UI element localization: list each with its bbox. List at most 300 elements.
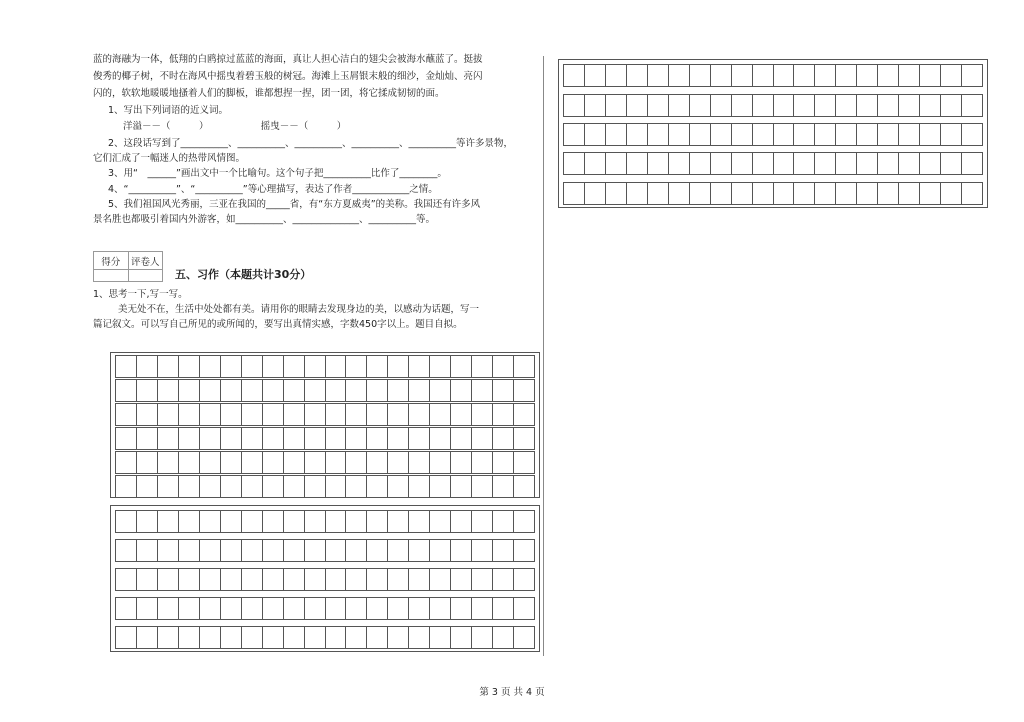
grid-cell[interactable] bbox=[793, 65, 814, 86]
grid-cell[interactable] bbox=[877, 95, 898, 116]
grid-cell[interactable] bbox=[710, 124, 731, 145]
grid-cell[interactable] bbox=[325, 380, 346, 401]
grid-cell[interactable] bbox=[471, 404, 492, 425]
grid-cell[interactable] bbox=[513, 452, 535, 473]
grid-cell[interactable] bbox=[115, 380, 136, 401]
grid-cell[interactable] bbox=[689, 153, 710, 174]
grid-cell[interactable] bbox=[710, 95, 731, 116]
grid-cell[interactable] bbox=[408, 540, 429, 561]
grid-cell[interactable] bbox=[387, 598, 408, 619]
grid-cell[interactable] bbox=[157, 452, 178, 473]
grid-cell[interactable] bbox=[136, 476, 157, 497]
grid-cell[interactable] bbox=[429, 428, 450, 449]
grid-cell[interactable] bbox=[408, 428, 429, 449]
grid-cell[interactable] bbox=[262, 380, 283, 401]
grid-cell[interactable] bbox=[961, 153, 983, 174]
grid-cell[interactable] bbox=[136, 428, 157, 449]
grid-cell[interactable] bbox=[157, 627, 178, 648]
grid-cell[interactable] bbox=[492, 452, 513, 473]
grid-cell[interactable] bbox=[710, 153, 731, 174]
grid-cell[interactable] bbox=[450, 540, 471, 561]
grid-cell[interactable] bbox=[731, 183, 752, 204]
grid-cell[interactable] bbox=[178, 476, 199, 497]
grid-cell[interactable] bbox=[961, 65, 983, 86]
grid-cell[interactable] bbox=[262, 540, 283, 561]
grid-cell[interactable] bbox=[157, 598, 178, 619]
grid-cell[interactable] bbox=[241, 404, 262, 425]
grid-cell[interactable] bbox=[773, 95, 794, 116]
grid-cell[interactable] bbox=[199, 428, 220, 449]
grid-cell[interactable] bbox=[304, 598, 325, 619]
grid-cell[interactable] bbox=[366, 452, 387, 473]
grid-cell[interactable] bbox=[492, 476, 513, 497]
grid-cell[interactable] bbox=[940, 153, 961, 174]
grid-cell[interactable] bbox=[835, 153, 856, 174]
grid-cell[interactable] bbox=[429, 598, 450, 619]
grid-cell[interactable] bbox=[304, 511, 325, 532]
grid-cell[interactable] bbox=[325, 356, 346, 377]
grid-cell[interactable] bbox=[241, 356, 262, 377]
grid-cell[interactable] bbox=[178, 511, 199, 532]
grid-cell[interactable] bbox=[471, 452, 492, 473]
grid-cell[interactable] bbox=[898, 65, 919, 86]
grid-cell[interactable] bbox=[793, 95, 814, 116]
grid-cell[interactable] bbox=[731, 95, 752, 116]
grid-cell[interactable] bbox=[408, 627, 429, 648]
grid-cell[interactable] bbox=[283, 356, 304, 377]
grid-cell[interactable] bbox=[940, 65, 961, 86]
grid-cell[interactable] bbox=[283, 380, 304, 401]
grid-cell[interactable] bbox=[877, 65, 898, 86]
grid-cell[interactable] bbox=[115, 569, 136, 590]
grid-cell[interactable] bbox=[408, 476, 429, 497]
grid-cell[interactable] bbox=[241, 452, 262, 473]
grid-cell[interactable] bbox=[835, 183, 856, 204]
grid-cell[interactable] bbox=[178, 627, 199, 648]
grid-cell[interactable] bbox=[961, 95, 983, 116]
grid-cell[interactable] bbox=[178, 540, 199, 561]
grid-cell[interactable] bbox=[668, 124, 689, 145]
grid-cell[interactable] bbox=[136, 380, 157, 401]
grid-cell[interactable] bbox=[220, 627, 241, 648]
grid-cell[interactable] bbox=[157, 404, 178, 425]
grid-cell[interactable] bbox=[262, 404, 283, 425]
grid-cell[interactable] bbox=[345, 627, 366, 648]
grid-cell[interactable] bbox=[668, 95, 689, 116]
grid-cell[interactable] bbox=[325, 569, 346, 590]
writing-grid-right-top[interactable] bbox=[558, 59, 988, 208]
grid-cell[interactable] bbox=[157, 428, 178, 449]
grid-cell[interactable] bbox=[563, 153, 584, 174]
grid-cell[interactable] bbox=[814, 183, 835, 204]
grid-cell[interactable] bbox=[345, 476, 366, 497]
grid-cell[interactable] bbox=[689, 95, 710, 116]
grid-cell[interactable] bbox=[304, 476, 325, 497]
grid-cell[interactable] bbox=[471, 380, 492, 401]
grid-cell[interactable] bbox=[450, 476, 471, 497]
grid-cell[interactable] bbox=[199, 511, 220, 532]
grid-cell[interactable] bbox=[919, 183, 940, 204]
grid-cell[interactable] bbox=[877, 124, 898, 145]
grid-cell[interactable] bbox=[584, 65, 605, 86]
grid-cell[interactable] bbox=[325, 404, 346, 425]
grid-cell[interactable] bbox=[366, 428, 387, 449]
grid-cell[interactable] bbox=[199, 356, 220, 377]
grid-cell[interactable] bbox=[157, 380, 178, 401]
writing-grid-left-bottom[interactable] bbox=[110, 505, 540, 652]
grid-cell[interactable] bbox=[115, 356, 136, 377]
grid-cell[interactable] bbox=[668, 183, 689, 204]
grid-cell[interactable] bbox=[710, 183, 731, 204]
grid-cell[interactable] bbox=[136, 356, 157, 377]
grid-cell[interactable] bbox=[136, 404, 157, 425]
grid-cell[interactable] bbox=[513, 511, 535, 532]
grid-cell[interactable] bbox=[325, 598, 346, 619]
grid-cell[interactable] bbox=[366, 627, 387, 648]
grid-cell[interactable] bbox=[262, 428, 283, 449]
grid-cell[interactable] bbox=[513, 356, 535, 377]
grid-cell[interactable] bbox=[710, 65, 731, 86]
grid-cell[interactable] bbox=[178, 598, 199, 619]
grid-cell[interactable] bbox=[199, 476, 220, 497]
grid-cell[interactable] bbox=[856, 153, 877, 174]
grid-cell[interactable] bbox=[626, 124, 647, 145]
grid-cell[interactable] bbox=[199, 598, 220, 619]
grid-cell[interactable] bbox=[492, 627, 513, 648]
grid-cell[interactable] bbox=[241, 428, 262, 449]
grid-cell[interactable] bbox=[492, 569, 513, 590]
grid-cell[interactable] bbox=[366, 598, 387, 619]
grid-cell[interactable] bbox=[178, 404, 199, 425]
grid-cell[interactable] bbox=[835, 124, 856, 145]
grid-cell[interactable] bbox=[605, 95, 626, 116]
grid-cell[interactable] bbox=[814, 124, 835, 145]
grid-cell[interactable] bbox=[450, 356, 471, 377]
grid-cell[interactable] bbox=[961, 183, 983, 204]
grid-cell[interactable] bbox=[752, 95, 773, 116]
grid-cell[interactable] bbox=[387, 627, 408, 648]
grid-cell[interactable] bbox=[450, 627, 471, 648]
grid-cell[interactable] bbox=[898, 183, 919, 204]
grid-cell[interactable] bbox=[773, 153, 794, 174]
grid-cell[interactable] bbox=[304, 569, 325, 590]
grid-cell[interactable] bbox=[220, 569, 241, 590]
grid-cell[interactable] bbox=[492, 356, 513, 377]
grid-cell[interactable] bbox=[241, 511, 262, 532]
grid-cell[interactable] bbox=[345, 511, 366, 532]
grid-cell[interactable] bbox=[752, 124, 773, 145]
grid-cell[interactable] bbox=[731, 124, 752, 145]
grid-cell[interactable] bbox=[940, 124, 961, 145]
grid-cell[interactable] bbox=[157, 476, 178, 497]
grid-cell[interactable] bbox=[563, 65, 584, 86]
grid-cell[interactable] bbox=[856, 124, 877, 145]
grid-cell[interactable] bbox=[408, 404, 429, 425]
grid-cell[interactable] bbox=[450, 598, 471, 619]
grid-cell[interactable] bbox=[178, 569, 199, 590]
grid-cell[interactable] bbox=[773, 124, 794, 145]
grid-cell[interactable] bbox=[919, 124, 940, 145]
grid-cell[interactable] bbox=[471, 428, 492, 449]
grid-cell[interactable] bbox=[605, 124, 626, 145]
grid-cell[interactable] bbox=[387, 380, 408, 401]
grid-cell[interactable] bbox=[919, 65, 940, 86]
grid-cell[interactable] bbox=[115, 428, 136, 449]
grid-cell[interactable] bbox=[366, 540, 387, 561]
grid-cell[interactable] bbox=[304, 627, 325, 648]
grid-cell[interactable] bbox=[513, 380, 535, 401]
grid-cell[interactable] bbox=[563, 124, 584, 145]
grid-cell[interactable] bbox=[115, 598, 136, 619]
grid-cell[interactable] bbox=[136, 569, 157, 590]
grid-cell[interactable] bbox=[492, 404, 513, 425]
grid-cell[interactable] bbox=[513, 598, 535, 619]
grid-cell[interactable] bbox=[241, 569, 262, 590]
grid-cell[interactable] bbox=[856, 65, 877, 86]
grid-cell[interactable] bbox=[241, 476, 262, 497]
grid-cell[interactable] bbox=[199, 627, 220, 648]
grid-cell[interactable] bbox=[387, 569, 408, 590]
grid-cell[interactable] bbox=[408, 356, 429, 377]
grid-cell[interactable] bbox=[199, 452, 220, 473]
grid-cell[interactable] bbox=[626, 65, 647, 86]
grid-cell[interactable] bbox=[345, 380, 366, 401]
grid-cell[interactable] bbox=[220, 511, 241, 532]
writing-grid-left-top[interactable] bbox=[110, 352, 540, 498]
grid-cell[interactable] bbox=[283, 428, 304, 449]
grid-cell[interactable] bbox=[940, 95, 961, 116]
grid-cell[interactable] bbox=[115, 511, 136, 532]
grid-cell[interactable] bbox=[471, 540, 492, 561]
grid-cell[interactable] bbox=[408, 380, 429, 401]
grid-cell[interactable] bbox=[325, 428, 346, 449]
grid-cell[interactable] bbox=[220, 476, 241, 497]
grid-cell[interactable] bbox=[429, 404, 450, 425]
grid-cell[interactable] bbox=[262, 476, 283, 497]
grid-cell[interactable] bbox=[492, 428, 513, 449]
grid-cell[interactable] bbox=[199, 569, 220, 590]
grid-cell[interactable] bbox=[471, 598, 492, 619]
grid-cell[interactable] bbox=[387, 452, 408, 473]
grid-cell[interactable] bbox=[605, 153, 626, 174]
grid-cell[interactable] bbox=[429, 569, 450, 590]
grid-cell[interactable] bbox=[471, 476, 492, 497]
grid-cell[interactable] bbox=[304, 428, 325, 449]
grid-cell[interactable] bbox=[835, 65, 856, 86]
grid-cell[interactable] bbox=[345, 569, 366, 590]
grid-cell[interactable] bbox=[877, 153, 898, 174]
grid-cell[interactable] bbox=[345, 452, 366, 473]
grid-cell[interactable] bbox=[429, 380, 450, 401]
grid-cell[interactable] bbox=[366, 404, 387, 425]
grid-cell[interactable] bbox=[752, 153, 773, 174]
grid-cell[interactable] bbox=[325, 540, 346, 561]
grid-cell[interactable] bbox=[919, 153, 940, 174]
grid-cell[interactable] bbox=[450, 404, 471, 425]
grid-cell[interactable] bbox=[626, 153, 647, 174]
grid-cell[interactable] bbox=[157, 356, 178, 377]
grid-cell[interactable] bbox=[241, 598, 262, 619]
grid-cell[interactable] bbox=[220, 428, 241, 449]
grid-cell[interactable] bbox=[157, 540, 178, 561]
grid-cell[interactable] bbox=[199, 380, 220, 401]
grid-cell[interactable] bbox=[429, 452, 450, 473]
grid-cell[interactable] bbox=[283, 569, 304, 590]
grid-cell[interactable] bbox=[220, 598, 241, 619]
grid-cell[interactable] bbox=[283, 476, 304, 497]
grid-cell[interactable] bbox=[136, 598, 157, 619]
grid-cell[interactable] bbox=[961, 124, 983, 145]
grid-cell[interactable] bbox=[136, 511, 157, 532]
grid-cell[interactable] bbox=[304, 452, 325, 473]
grid-cell[interactable] bbox=[471, 627, 492, 648]
grid-cell[interactable] bbox=[178, 428, 199, 449]
grid-cell[interactable] bbox=[919, 95, 940, 116]
grid-cell[interactable] bbox=[178, 452, 199, 473]
grid-cell[interactable] bbox=[408, 569, 429, 590]
grid-cell[interactable] bbox=[626, 183, 647, 204]
grid-cell[interactable] bbox=[199, 404, 220, 425]
grid-cell[interactable] bbox=[647, 124, 668, 145]
grid-cell[interactable] bbox=[668, 153, 689, 174]
grid-cell[interactable] bbox=[605, 65, 626, 86]
grid-cell[interactable] bbox=[387, 540, 408, 561]
grid-cell[interactable] bbox=[752, 183, 773, 204]
grid-cell[interactable] bbox=[647, 65, 668, 86]
grid-cell[interactable] bbox=[220, 452, 241, 473]
grid-cell[interactable] bbox=[115, 452, 136, 473]
grid-cell[interactable] bbox=[513, 540, 535, 561]
grid-cell[interactable] bbox=[387, 476, 408, 497]
grid-cell[interactable] bbox=[325, 452, 346, 473]
grid-cell[interactable] bbox=[136, 540, 157, 561]
grid-cell[interactable] bbox=[898, 153, 919, 174]
grid-cell[interactable] bbox=[471, 511, 492, 532]
grid-cell[interactable] bbox=[835, 95, 856, 116]
grid-cell[interactable] bbox=[408, 452, 429, 473]
grid-cell[interactable] bbox=[450, 428, 471, 449]
grid-cell[interactable] bbox=[345, 540, 366, 561]
grid-cell[interactable] bbox=[814, 65, 835, 86]
grid-cell[interactable] bbox=[793, 183, 814, 204]
grid-cell[interactable] bbox=[136, 627, 157, 648]
grid-cell[interactable] bbox=[492, 511, 513, 532]
grid-cell[interactable] bbox=[157, 511, 178, 532]
grid-cell[interactable] bbox=[877, 183, 898, 204]
grid-cell[interactable] bbox=[492, 380, 513, 401]
grid-cell[interactable] bbox=[584, 183, 605, 204]
grid-cell[interactable] bbox=[584, 124, 605, 145]
grid-cell[interactable] bbox=[366, 380, 387, 401]
grid-cell[interactable] bbox=[647, 183, 668, 204]
grid-cell[interactable] bbox=[366, 511, 387, 532]
grid-cell[interactable] bbox=[387, 356, 408, 377]
grid-cell[interactable] bbox=[450, 452, 471, 473]
grid-cell[interactable] bbox=[513, 404, 535, 425]
grid-cell[interactable] bbox=[345, 598, 366, 619]
grid-cell[interactable] bbox=[283, 598, 304, 619]
grid-cell[interactable] bbox=[689, 183, 710, 204]
grid-cell[interactable] bbox=[898, 95, 919, 116]
grid-cell[interactable] bbox=[513, 627, 535, 648]
grid-cell[interactable] bbox=[345, 404, 366, 425]
grid-cell[interactable] bbox=[220, 356, 241, 377]
grid-cell[interactable] bbox=[262, 569, 283, 590]
grid-cell[interactable] bbox=[220, 404, 241, 425]
grid-cell[interactable] bbox=[429, 476, 450, 497]
grid-cell[interactable] bbox=[241, 627, 262, 648]
grid-cell[interactable] bbox=[898, 124, 919, 145]
grid-cell[interactable] bbox=[157, 569, 178, 590]
grid-cell[interactable] bbox=[241, 380, 262, 401]
grid-cell[interactable] bbox=[605, 183, 626, 204]
grid-cell[interactable] bbox=[366, 476, 387, 497]
grid-cell[interactable] bbox=[366, 356, 387, 377]
grid-cell[interactable] bbox=[471, 356, 492, 377]
grid-cell[interactable] bbox=[668, 65, 689, 86]
grid-cell[interactable] bbox=[241, 540, 262, 561]
grid-cell[interactable] bbox=[345, 428, 366, 449]
grid-cell[interactable] bbox=[220, 380, 241, 401]
grid-cell[interactable] bbox=[115, 540, 136, 561]
grid-cell[interactable] bbox=[856, 95, 877, 116]
grid-cell[interactable] bbox=[408, 511, 429, 532]
grid-cell[interactable] bbox=[450, 380, 471, 401]
grid-cell[interactable] bbox=[283, 627, 304, 648]
grid-cell[interactable] bbox=[563, 183, 584, 204]
grid-cell[interactable] bbox=[262, 598, 283, 619]
grid-cell[interactable] bbox=[793, 124, 814, 145]
grid-cell[interactable] bbox=[856, 183, 877, 204]
grid-cell[interactable] bbox=[689, 124, 710, 145]
grid-cell[interactable] bbox=[262, 627, 283, 648]
grid-cell[interactable] bbox=[584, 95, 605, 116]
grid-cell[interactable] bbox=[752, 65, 773, 86]
grid-cell[interactable] bbox=[387, 404, 408, 425]
grid-cell[interactable] bbox=[773, 183, 794, 204]
grid-cell[interactable] bbox=[584, 153, 605, 174]
grid-cell[interactable] bbox=[814, 153, 835, 174]
grid-cell[interactable] bbox=[283, 452, 304, 473]
grid-cell[interactable] bbox=[563, 95, 584, 116]
grid-cell[interactable] bbox=[304, 380, 325, 401]
grid-cell[interactable] bbox=[199, 540, 220, 561]
grid-cell[interactable] bbox=[178, 380, 199, 401]
grid-cell[interactable] bbox=[115, 404, 136, 425]
grid-cell[interactable] bbox=[513, 428, 535, 449]
grid-cell[interactable] bbox=[283, 540, 304, 561]
grid-cell[interactable] bbox=[304, 356, 325, 377]
grid-cell[interactable] bbox=[304, 404, 325, 425]
grid-cell[interactable] bbox=[513, 476, 535, 497]
grid-cell[interactable] bbox=[429, 511, 450, 532]
grid-cell[interactable] bbox=[450, 569, 471, 590]
grid-cell[interactable] bbox=[387, 428, 408, 449]
grid-cell[interactable] bbox=[115, 476, 136, 497]
grid-cell[interactable] bbox=[262, 452, 283, 473]
grid-cell[interactable] bbox=[814, 95, 835, 116]
grid-cell[interactable] bbox=[325, 627, 346, 648]
grid-cell[interactable] bbox=[387, 511, 408, 532]
grid-cell[interactable] bbox=[220, 540, 241, 561]
grid-cell[interactable] bbox=[793, 153, 814, 174]
grid-cell[interactable] bbox=[283, 404, 304, 425]
grid-cell[interactable] bbox=[408, 598, 429, 619]
grid-cell[interactable] bbox=[731, 153, 752, 174]
grid-cell[interactable] bbox=[325, 511, 346, 532]
grid-cell[interactable] bbox=[325, 476, 346, 497]
grid-cell[interactable] bbox=[429, 356, 450, 377]
